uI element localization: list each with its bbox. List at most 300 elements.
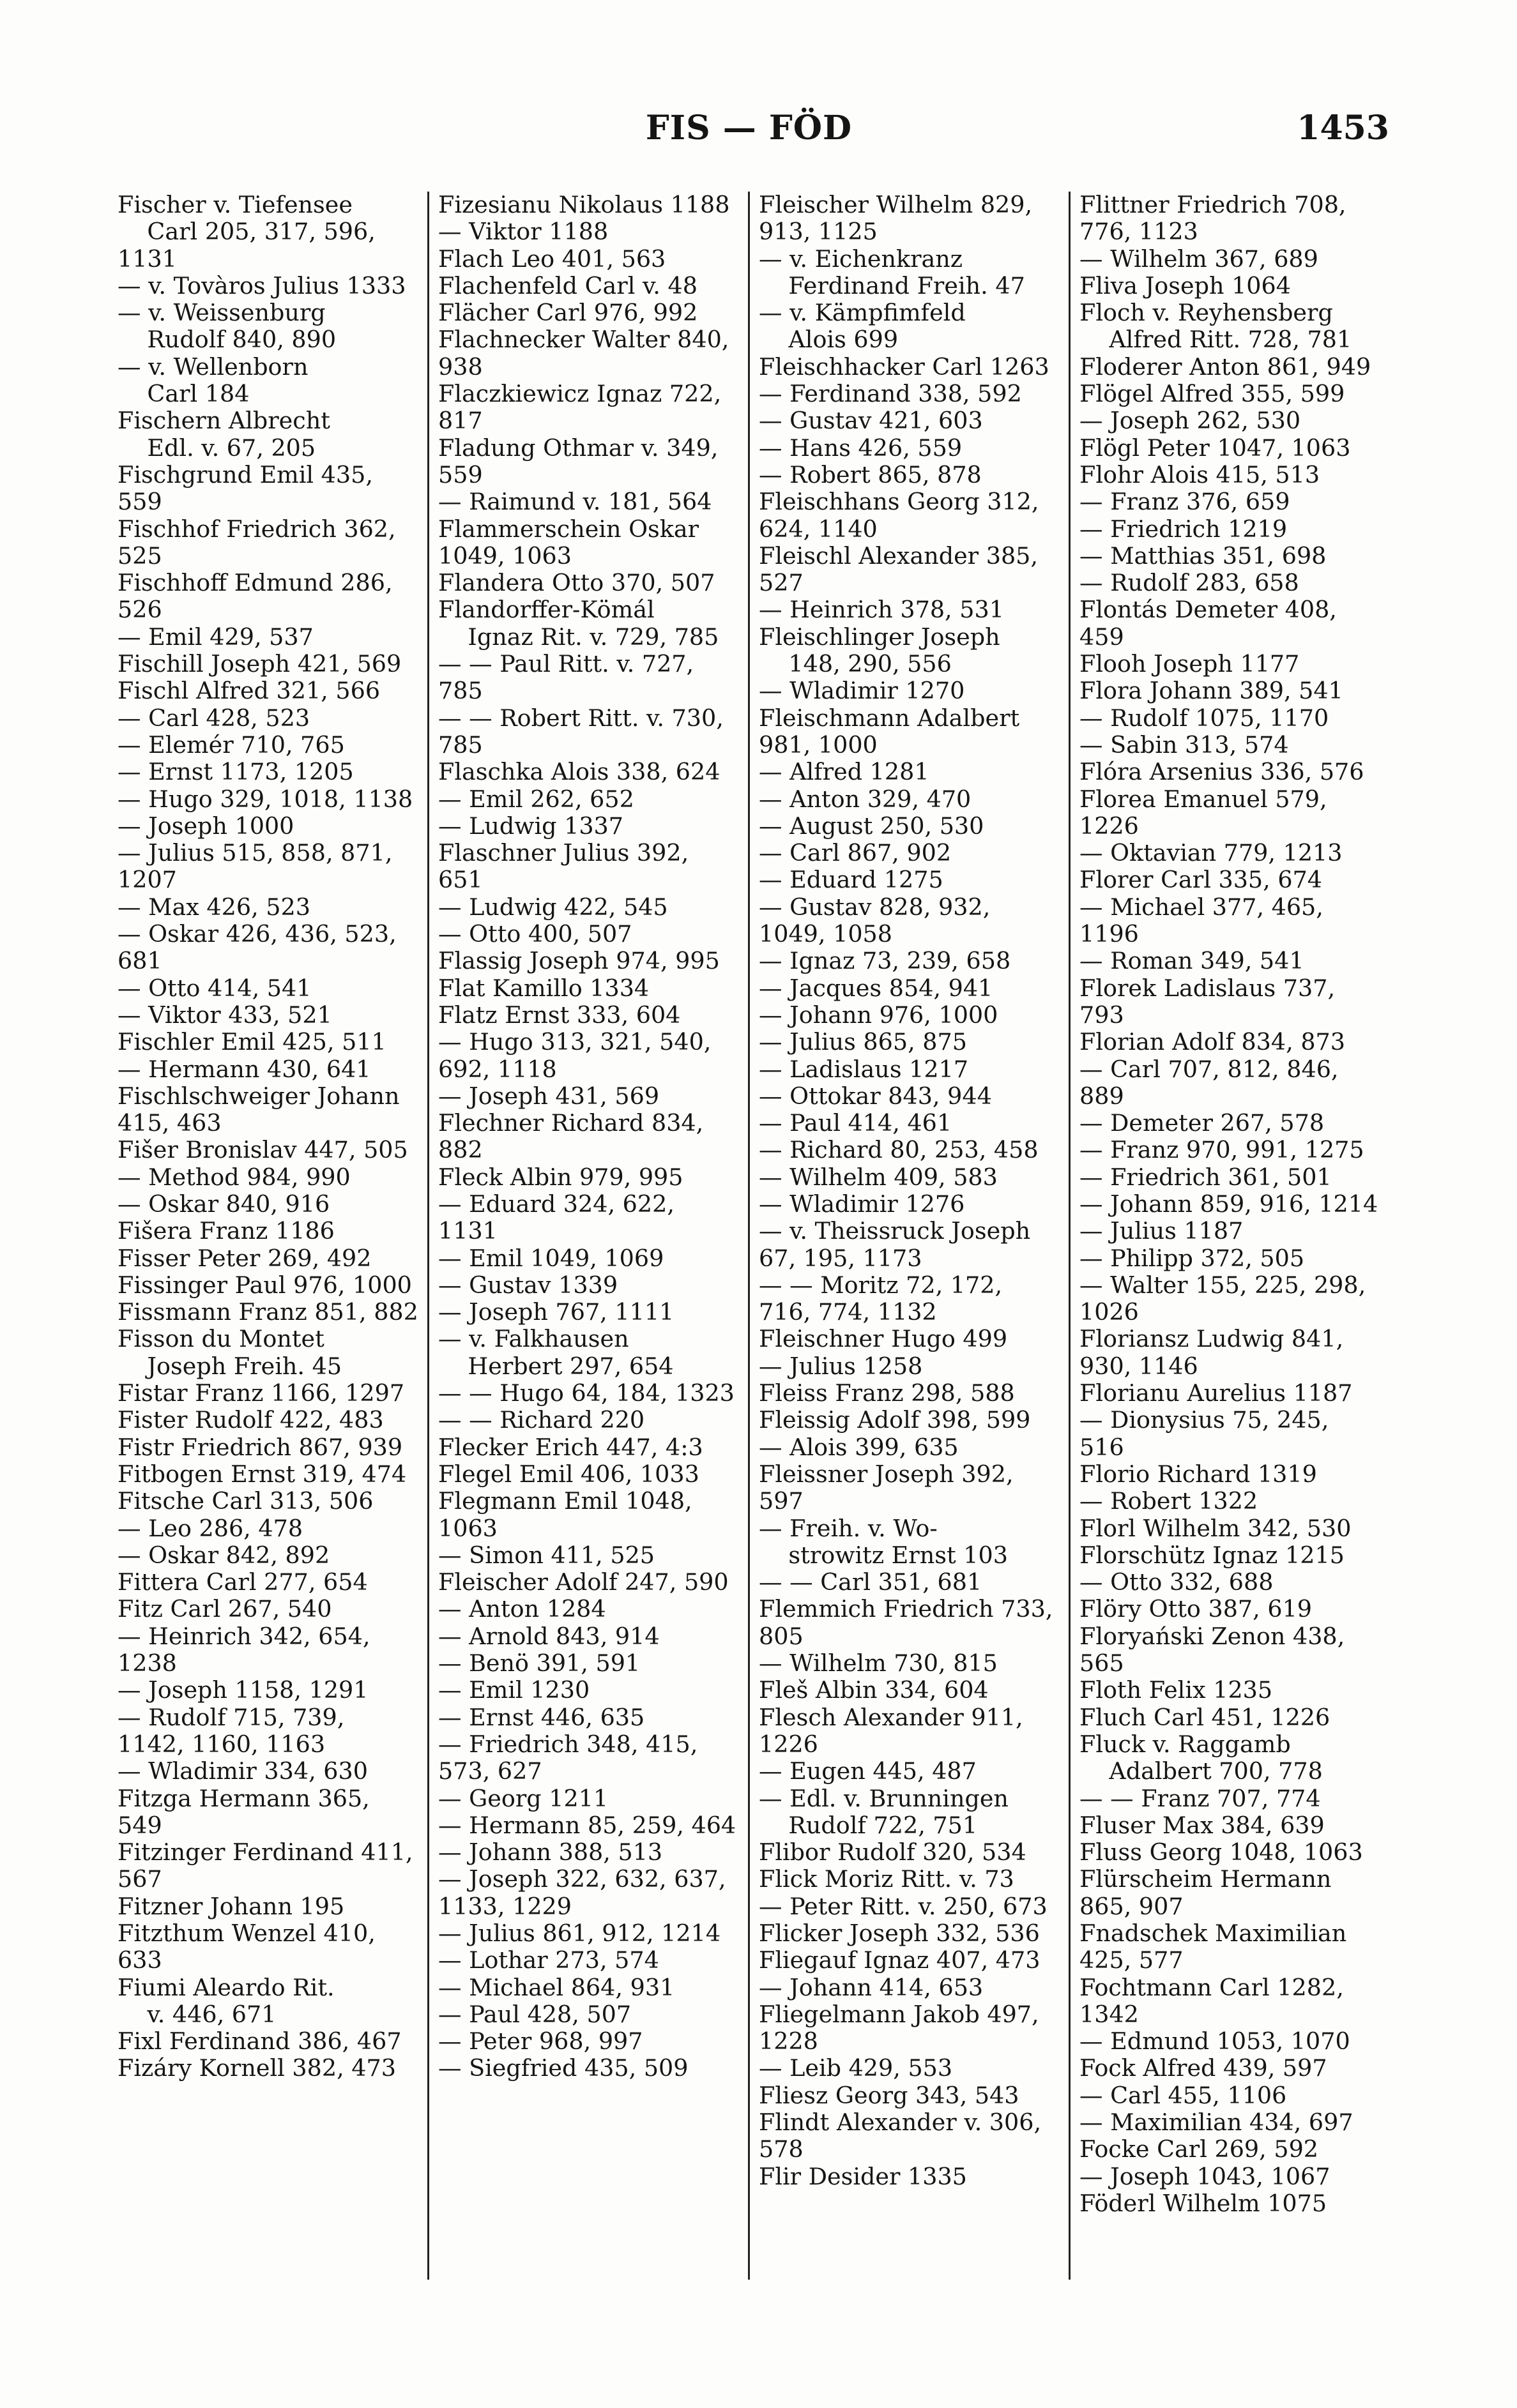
index-entry (438, 1596, 739, 1623)
entry-text: — Emil 1230 (438, 1676, 590, 1704)
entry-text: — Eugen 445, 487 (759, 1757, 977, 1785)
entry-text: — Heinrich 378, 531 (759, 596, 1004, 624)
index-entry (118, 651, 418, 678)
entry-text: Florianu Aurelius 1187 (1079, 1379, 1353, 1407)
index-entry (118, 1137, 418, 1163)
entry-text: Fleischmann Adalbert 981, 1000 (759, 704, 1027, 759)
entry-text: Florian Adolf 834, 873 (1079, 1028, 1345, 1056)
entry-text: Flürscheim Hermann 865, 907 (1079, 1865, 1339, 1920)
index-entry (759, 1380, 1060, 1407)
entry-text: — v. Theissruck Joseph 67, 195, 1173 (759, 1217, 1038, 1272)
index-entry (759, 1704, 1060, 1759)
entry-text: Fixl Ferdinand 386, 467 (118, 2027, 402, 2056)
index-entry (118, 1056, 418, 1083)
index-entry (759, 840, 1060, 867)
index-entry (759, 2082, 1060, 2109)
entry-text: — Walter 155, 225, 298, 1026 (1079, 1271, 1373, 1326)
entry-text: Fistar Franz 1166, 1297 (118, 1379, 405, 1407)
index-entry (759, 1353, 1060, 1380)
index-entry (759, 1893, 1060, 1920)
index-entry (118, 786, 418, 813)
index-entry (759, 1866, 1060, 1893)
index-entry (1079, 2055, 1380, 2082)
index-entry (438, 1083, 739, 1110)
index-entry (759, 326, 1060, 353)
index-entry (118, 1245, 418, 1272)
index-entry (438, 273, 739, 299)
entry-text: Flaschner Julius 392, 651 (438, 839, 696, 894)
index-entry (759, 678, 1060, 704)
index-entry (438, 596, 739, 623)
entry-text: Flittner Friedrich 708, 776, 1123 (1079, 192, 1354, 246)
index-entry (118, 1380, 418, 1407)
index-entry (438, 651, 739, 705)
entry-text: — Ernst 446, 635 (438, 1703, 645, 1731)
index-entry (438, 1623, 739, 1650)
entry-text: Floth Felix 1235 (1079, 1676, 1273, 1704)
index-column-2 (427, 192, 748, 2280)
entry-text: Flemmich Friedrich 733, 805 (759, 1595, 1061, 1650)
index-entry (759, 2163, 1060, 2190)
index-entry (759, 1974, 1060, 2001)
entry-text: — Oskar 840, 916 (118, 1190, 330, 1218)
index-entry (438, 299, 739, 326)
entry-text: Alois 699 (759, 326, 899, 354)
index-entry (1079, 192, 1380, 246)
entry-text: Fleischl Alexander 385, 527 (759, 541, 1046, 597)
entry-text: 148, 290, 556 (759, 650, 952, 678)
entry-text: — Simon 411, 525 (438, 1541, 655, 1569)
entry-text: Flachenfeld Carl v. 48 (438, 271, 698, 299)
index-entry (118, 1434, 418, 1461)
entry-text: — Hermann 85, 259, 464 (438, 1811, 736, 1839)
entry-text: Fitzinger Ferdinand 411, 567 (118, 1838, 421, 1893)
index-entry (118, 1218, 418, 1245)
entry-text: — Julius 1258 (759, 1352, 923, 1380)
index-entry (1079, 1569, 1380, 1596)
entry-text: Fitzner Johann 195 (118, 1892, 345, 1920)
entry-text: — Sabin 313, 574 (1079, 731, 1289, 759)
index-entry (438, 1488, 739, 1542)
entry-text: Fleiss Franz 298, 588 (759, 1379, 1015, 1407)
entry-text: — Carl 428, 523 (118, 704, 310, 732)
entry-text: Flögel Alfred 355, 599 (1079, 380, 1345, 408)
index-entry (438, 218, 739, 245)
index-entry (759, 786, 1060, 813)
entry-text: — Siegfried 435, 509 (438, 2054, 689, 2082)
index-entry (118, 813, 418, 840)
index-entry (118, 732, 418, 759)
index-entry (118, 1083, 418, 1137)
entry-text: — Ludwig 1337 (438, 812, 623, 840)
index-entry (118, 705, 418, 732)
index-entry (438, 1434, 739, 1461)
entry-text: — Wladimir 1270 (759, 677, 965, 705)
entry-text: Rudolf 722, 751 (759, 1811, 978, 1839)
index-entry (118, 435, 418, 462)
entry-text: — Freih. v. Wo- (759, 1514, 938, 1542)
index-entry (759, 543, 1060, 597)
index-entry (1079, 299, 1380, 326)
index-entry (438, 813, 739, 840)
entry-text: — v. Weissenburg (118, 299, 326, 327)
entry-text: — Robert 1322 (1079, 1487, 1258, 1515)
entry-text: Fliva Joseph 1064 (1079, 271, 1291, 299)
entry-text: Edl. v. 67, 205 (118, 434, 316, 462)
entry-text: — Hans 426, 559 (759, 434, 963, 462)
entry-text: — Roman 349, 541 (1079, 947, 1304, 975)
index-entry (1079, 1272, 1380, 1326)
entry-text: Flöry Otto 387, 619 (1079, 1595, 1313, 1623)
entry-text: — Franz 970, 991, 1275 (1079, 1136, 1364, 1164)
entry-text: — Friedrich 1219 (1079, 515, 1288, 543)
entry-text: — Paul 414, 461 (759, 1109, 952, 1137)
index-columns (109, 192, 1389, 2280)
index-entry (759, 1515, 1060, 1542)
entry-text: — Alois 399, 635 (759, 1433, 959, 1461)
entry-text: Fitsche Carl 313, 506 (118, 1487, 374, 1515)
index-entry (438, 1731, 739, 1785)
entry-text: Flohr Alois 415, 513 (1079, 460, 1320, 488)
entry-text: Flächer Carl 976, 992 (438, 299, 698, 327)
entry-text: — Wilhelm 409, 583 (759, 1163, 998, 1191)
index-entry (1079, 1029, 1380, 1056)
entry-text: Flecker Erich 447, 4:3 (438, 1433, 703, 1461)
index-entry (759, 299, 1060, 326)
index-entry (438, 2055, 739, 2082)
index-entry (438, 1812, 739, 1839)
index-entry (1079, 1056, 1380, 1110)
index-entry (1079, 326, 1380, 353)
index-column-4 (1069, 192, 1389, 2280)
index-entry (438, 1920, 739, 1947)
index-entry (759, 1542, 1060, 1569)
index-entry (759, 273, 1060, 299)
entry-text: Florer Carl 335, 674 (1079, 866, 1323, 894)
entry-text: — Edmund 1053, 1070 (1079, 2027, 1350, 2056)
index-entry (1079, 2109, 1380, 2136)
index-entry (1079, 516, 1380, 543)
index-entry (1079, 1515, 1380, 1542)
entry-text: Flandera Otto 370, 507 (438, 569, 715, 597)
index-entry (438, 921, 739, 948)
entry-text: — Johann 414, 653 (759, 1973, 984, 2001)
entry-text: Fleischer Wilhelm 829, 913, 1125 (759, 192, 1040, 246)
entry-text: Fischgrund Emil 435, 559 (118, 460, 381, 516)
entry-text: — Lothar 273, 574 (438, 1946, 659, 1974)
entry-text: Floch v. Reyhensberg (1079, 299, 1333, 327)
entry-text: Flögl Peter 1047, 1063 (1079, 434, 1351, 462)
entry-text: Flaschka Alois 338, 624 (438, 758, 720, 786)
index-entry (118, 1893, 418, 1920)
entry-text: — Paul 428, 507 (438, 2000, 632, 2028)
index-entry (759, 1461, 1060, 1515)
index-entry (759, 1029, 1060, 1056)
index-entry (1079, 1191, 1380, 1218)
entry-text: — Michael 377, 465, 1196 (1079, 893, 1331, 948)
entry-text: Fitz Carl 267, 540 (118, 1595, 332, 1623)
entry-text: strowitz Ernst 103 (759, 1541, 1008, 1569)
entry-text: — Eduard 324, 622, 1131 (438, 1190, 682, 1245)
entry-text: — Gustav 1339 (438, 1271, 618, 1299)
entry-text: Flir Desider 1335 (759, 2162, 967, 2190)
entry-text: Flegel Emil 406, 1033 (438, 1460, 699, 1488)
entry-text: — Anton 1284 (438, 1595, 606, 1623)
page-header (109, 109, 1389, 160)
index-entry (1079, 488, 1380, 515)
index-entry (118, 894, 418, 921)
index-entry (759, 192, 1060, 246)
index-entry (118, 516, 418, 570)
entry-text: Flandorffer-Kömál (438, 596, 655, 624)
entry-text: — Gustav 828, 932, 1049, 1058 (759, 893, 998, 948)
index-entry (118, 1299, 418, 1326)
index-entry (1079, 2190, 1380, 2217)
entry-text: Fock Alfred 439, 597 (1079, 2054, 1327, 2082)
entry-text: Ferdinand Freih. 47 (759, 271, 1025, 299)
entry-text: — Ludwig 422, 545 (438, 893, 668, 921)
entry-text: — Eduard 1275 (759, 866, 943, 894)
entry-text: — Oktavian 779, 1213 (1079, 839, 1343, 867)
entry-text: — Heinrich 342, 654, 1238 (118, 1622, 378, 1677)
index-entry (438, 2001, 739, 2028)
entry-text: — — Robert Ritt. v. 730, 785 (438, 704, 731, 759)
index-entry (1079, 786, 1380, 840)
index-entry (1079, 1974, 1380, 2029)
entry-text: Joseph Freih. 45 (118, 1352, 342, 1380)
index-entry (1079, 1461, 1380, 1488)
index-entry (438, 1866, 739, 1920)
index-entry (1079, 732, 1380, 759)
entry-text: Fizáry Kornell 382, 473 (118, 2054, 396, 2082)
entry-text: — Friedrich 361, 501 (1079, 1163, 1332, 1191)
index-entry (759, 1947, 1060, 1974)
index-entry (759, 1407, 1060, 1434)
index-entry (118, 759, 418, 785)
index-entry (438, 1380, 739, 1407)
index-entry (1079, 381, 1380, 407)
index-entry (118, 1461, 418, 1488)
index-entry (438, 1974, 739, 2001)
entry-text: — Viktor 1188 (438, 218, 609, 246)
entry-text: Floriansz Ludwig 841, 930, 1146 (1079, 1325, 1351, 1380)
entry-text: — v. Kämpfimfeld (759, 299, 966, 327)
index-entry (1079, 705, 1380, 732)
entry-text: — Carl 867, 902 (759, 839, 952, 867)
index-entry (118, 840, 418, 894)
index-entry (759, 705, 1060, 759)
index-entry (118, 1542, 418, 1569)
index-entry (759, 1839, 1060, 1866)
entry-text: Fisson du Montet (118, 1325, 324, 1353)
entry-text: Fladung Othmar v. 349, 559 (438, 434, 726, 488)
entry-text: — Hermann 430, 641 (118, 1055, 371, 1083)
index-entry (118, 1569, 418, 1596)
index-entry (1079, 1920, 1380, 1974)
entry-text: — Leib 429, 553 (759, 2054, 953, 2082)
entry-text: Flindt Alexander v. 306, 578 (759, 2109, 1049, 2163)
index-entry (1079, 1677, 1380, 1704)
index-entry (759, 1920, 1060, 1947)
entry-text: — Benö 391, 591 (438, 1649, 641, 1677)
page-number: 1453 (1297, 109, 1389, 148)
index-entry (118, 1488, 418, 1515)
entry-text: Carl 184 (118, 380, 250, 408)
entry-text: Fistr Friedrich 867, 939 (118, 1433, 403, 1461)
index-entry (1079, 1812, 1380, 1839)
index-entry (759, 1164, 1060, 1191)
index-entry (1079, 2163, 1380, 2190)
entry-text: — — Moritz 72, 172, 716, 774, 1132 (759, 1271, 1010, 1326)
entry-text: — Wladimir 334, 630 (118, 1757, 368, 1785)
index-entry (438, 570, 739, 596)
index-entry (118, 326, 418, 353)
index-entry (118, 2028, 418, 2055)
entry-text: — v. Eichenkranz (759, 245, 963, 273)
index-entry (759, 867, 1060, 893)
entry-text: — Max 426, 523 (118, 893, 310, 921)
entry-text: Flachnecker Walter 840, 938 (438, 326, 737, 381)
index-column-1 (109, 192, 427, 2280)
entry-text: — Richard 80, 253, 458 (759, 1136, 1039, 1164)
index-entry (1079, 1731, 1380, 1758)
index-entry (118, 975, 418, 1002)
index-entry (759, 1569, 1060, 1596)
entry-text: — Joseph 767, 1111 (438, 1298, 675, 1326)
entry-text: — Otto 332, 688 (1079, 1568, 1274, 1596)
entry-text: Fischill Joseph 421, 569 (118, 650, 402, 678)
entry-text: — Rudolf 283, 658 (1079, 569, 1299, 597)
index-entry (438, 1677, 739, 1704)
index-entry (759, 1812, 1060, 1839)
entry-text: Fischer v. Tiefensee (118, 192, 353, 218)
index-entry (438, 516, 739, 570)
entry-text: Flesch Alexander 911, 1226 (759, 1703, 1031, 1758)
index-entry (759, 1191, 1060, 1218)
index-entry (759, 407, 1060, 434)
entry-text: Floderer Anton 861, 949 (1079, 352, 1371, 381)
index-entry (1079, 1623, 1380, 1677)
index-entry (438, 1326, 739, 1352)
entry-text: Flegmann Emil 1048, 1063 (438, 1487, 700, 1542)
entry-text: Florea Emanuel 579, 1226 (1079, 785, 1335, 840)
index-entry (438, 1002, 739, 1029)
index-entry (438, 705, 739, 759)
entry-text: — Leo 286, 478 (118, 1514, 303, 1542)
index-entry (759, 381, 1060, 407)
entry-text: Florio Richard 1319 (1079, 1460, 1317, 1488)
entry-text: — v. Falkhausen (438, 1325, 629, 1353)
index-entry (438, 948, 739, 974)
index-entry (1079, 407, 1380, 434)
entry-text: — Wilhelm 730, 815 (759, 1649, 998, 1677)
entry-text: Fluser Max 384, 639 (1079, 1811, 1325, 1839)
entry-text: Flooh Joseph 1177 (1079, 650, 1300, 678)
entry-text: — Alfred 1281 (759, 758, 929, 786)
index-entry (118, 1623, 418, 1677)
entry-text: — Michael 864, 931 (438, 1973, 675, 2001)
index-entry (1079, 1596, 1380, 1623)
entry-text: — Joseph 431, 569 (438, 1082, 660, 1110)
entry-text: Fleck Albin 979, 995 (438, 1163, 683, 1191)
index-entry (759, 1326, 1060, 1352)
index-entry (118, 1407, 418, 1434)
index-entry (118, 1838, 421, 1893)
entry-text: — Joseph 1000 (118, 812, 294, 840)
index-entry (759, 246, 1060, 273)
entry-text: — Joseph 1043, 1067 (1079, 2162, 1330, 2190)
entry-text: Flatz Ernst 333, 604 (438, 1001, 681, 1029)
index-entry (438, 192, 739, 218)
entry-text: — August 250, 530 (759, 812, 984, 840)
index-entry (759, 813, 1060, 840)
entry-text: Flaczkiewicz Ignaz 722, 817 (438, 380, 729, 435)
entry-text: — Viktor 433, 521 (118, 1001, 332, 1029)
entry-text: — Emil 262, 652 (438, 785, 634, 813)
entry-text: — Emil 429, 537 (118, 623, 314, 651)
index-entry (759, 759, 1060, 785)
entry-text: — Johann 859, 916, 1214 (1079, 1190, 1378, 1218)
index-entry (1079, 1380, 1380, 1407)
index-entry (1079, 2136, 1380, 2163)
entry-text: Fleissner Joseph 392, 597 (759, 1460, 1021, 1515)
index-entry (759, 435, 1060, 462)
entry-text: Alfred Ritt. 728, 781 (1079, 326, 1352, 354)
entry-text: — Oskar 426, 436, 523, 681 (118, 920, 404, 975)
entry-text: Fnadschek Maximilian 425, 577 (1079, 1920, 1354, 1974)
entry-text: — Edl. v. Brunningen (759, 1784, 1009, 1812)
entry-text: Fluss Georg 1048, 1063 (1079, 1838, 1363, 1867)
entry-text: Fleischner Hugo 499 (759, 1325, 1008, 1353)
entry-text: — Friedrich 348, 415, 573, 627 (438, 1730, 705, 1785)
entry-text: — Hugo 329, 1018, 1138 (118, 785, 413, 813)
index-entry (759, 1434, 1060, 1461)
index-entry (759, 1677, 1060, 1704)
index-entry (1079, 759, 1380, 785)
index-entry (438, 435, 739, 489)
entry-text: Fluch Carl 451, 1226 (1079, 1703, 1330, 1731)
index-entry (118, 624, 418, 651)
index-entry (118, 1002, 418, 1029)
index-entry (438, 1353, 739, 1380)
entry-text: — Hugo 313, 321, 540, 692, 1118 (438, 1028, 719, 1083)
entry-text: Flechner Richard 834, 882 (438, 1109, 711, 1164)
entry-text: Fizesianu Nikolaus 1188 (438, 192, 730, 218)
entry-text: — Gustav 421, 603 (759, 407, 983, 435)
index-entry (1079, 570, 1380, 596)
index-entry (759, 462, 1060, 488)
index-entry (1079, 543, 1380, 570)
index-entry (759, 975, 1060, 1002)
index-entry (438, 488, 739, 515)
index-entry (759, 1650, 1060, 1677)
index-entry (118, 1191, 418, 1218)
entry-text: Flick Moriz Ritt. v. 73 (759, 1865, 1014, 1893)
index-entry (438, 1650, 739, 1677)
index-entry (1079, 1164, 1380, 1191)
entry-text: — v. Wellenborn (118, 352, 309, 381)
index-entry (759, 596, 1060, 623)
entry-text: — Julius 865, 875 (759, 1028, 967, 1056)
index-entry (1079, 273, 1380, 299)
index-entry (1079, 1866, 1380, 1920)
index-entry (438, 1704, 739, 1731)
index-entry (1079, 840, 1380, 867)
entry-text: Fischl Alfred 321, 566 (118, 677, 381, 705)
index-entry (759, 1110, 1060, 1137)
entry-text: Adalbert 700, 778 (1079, 1757, 1323, 1785)
entry-text: — Carl 707, 812, 846, 889 (1079, 1055, 1346, 1110)
